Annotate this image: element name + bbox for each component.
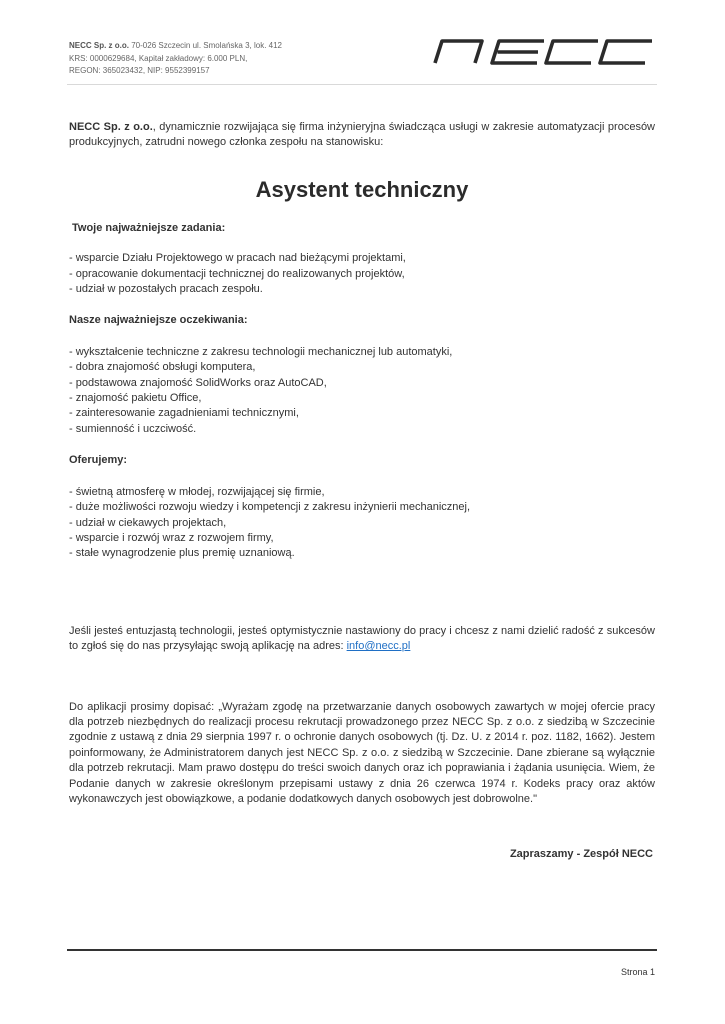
list-item: - stałe wynagrodzenie plus premię uznaniową. — [69, 547, 295, 560]
company-line-2: KRS: 0000629684, Kapitał zakładowy: 6.000 PLN, — [69, 53, 248, 63]
offer-heading: Oferujemy: — [69, 454, 128, 467]
company-line-3: REGON: 365023432, NIP: 9552399157 — [69, 66, 210, 75]
company-address: 70-026 Szczecin ul. Smolańska 3, lok. 412 — [131, 41, 282, 50]
company-info — [69, 40, 282, 78]
intro-paragraph — [69, 120, 655, 151]
header-divider — [67, 84, 657, 85]
necc-logo — [432, 38, 654, 66]
requirements-heading: Nasze najważniejsze oczekiwania: — [69, 314, 248, 327]
list-item: - znajomość pakietu Office, — [69, 392, 202, 405]
application-paragraph — [69, 624, 655, 655]
intro-text: , dynamicznie rozwijająca się firma inżynieryjna świadcząca usługi w zakresie automatyzacji procesów produkcyjnych, zatrudni nowego członka zespołu na stanowisku: — [69, 121, 655, 149]
list-item: - zainteresowanie zagadnieniami technicznymi, — [69, 407, 299, 420]
tasks-heading: Twoje najważniejsze zadania: — [72, 221, 226, 234]
list-item: - dobra znajomość obsługi komputera, — [69, 361, 256, 374]
company-name: NECC Sp. z o.o. — [69, 41, 129, 50]
list-item: - wsparcie i rozwój wraz z rozwojem firmy, — [69, 531, 274, 544]
list-item: - duże możliwości rozwoju wiedzy i kompetencji z zakresu inżynierii mechanicznej, — [69, 501, 471, 514]
requirements-list — [69, 345, 655, 437]
intro-company: NECC Sp. z o.o. — [69, 121, 153, 133]
document-body — [69, 120, 655, 874]
list-item: - wykształcenie techniczne z zakresu technologii mechanicznej lub automatyki, — [69, 345, 453, 358]
email-link[interactable]: info@necc.pl — [346, 640, 411, 653]
list-item: - podstawowa znajomość SolidWorks oraz AutoCAD, — [69, 376, 327, 389]
offer-list — [69, 485, 655, 562]
list-item: - udział w ciekawych projektach, — [69, 516, 227, 529]
application-text: Jeśli jesteś entuzjastą technologii, jesteś optymistycznie nastawiony do pracy i chcesz z nami dzielić radość z sukcesów to zgłoś się do nas przysyłając swoją aplikację na adres: — [69, 624, 655, 653]
footer-divider — [67, 949, 657, 951]
job-title: Asystent techniczny — [255, 176, 469, 202]
consent-paragraph: Do aplikacji prosimy dopisać: „Wyrażam zgodę na przetwarzanie danych osobowych zawartych w mojej ofercie pracy dla potrzeb niezbędnych do realizacji procesu rekrutacji prowadzonego przez NECC Sp. z o.o. z siedzibą w Szczecinie zgodnie z ustawą z dnia 29 sierpnia 1997 r. o ochronie danych osobowych (tj. Dz. U. z 2014 r. poz. 1182, 1662). Jestem poinformowany, że Administratorem danych jest NECC Sp. z o.o. z siedzibą w Szczecinie. Dane zbierane są wyłącznie dla potrzeb rekrutacji. Mam prawo dostępu do treści swoich danych oraz ich poprawiania i żądania usunięcia. Wiem, że Podanie danych w zakresie określonym przepisami ustawy z dnia 26 czerwca 1974 r. Kodeks pracy oraz aktów wykonawczych jest obowiązkowe, a podanie dodatkowych danych osobowych jest dobrowolne." — [69, 700, 655, 805]
list-item: - świetną atmosferę w młodej, rozwijającej się firmie, — [69, 485, 325, 498]
list-item: - udział w pozostałych pracach zespołu. — [69, 283, 263, 296]
tasks-list — [69, 251, 655, 297]
page-number: Strona 1 — [620, 967, 655, 977]
company-line-1 — [69, 40, 282, 53]
list-item: - wsparcie Działu Projektowego w pracach nad bieżącymi projektami, — [69, 252, 406, 265]
list-item: - opracowanie dokumentacji technicznej do realizowanych projektów, — [69, 267, 405, 280]
signature: Zapraszamy - Zespół NECC — [509, 848, 653, 861]
necc-logo-graphic — [432, 38, 654, 66]
list-item: - sumienność i uczciwość. — [69, 422, 197, 435]
